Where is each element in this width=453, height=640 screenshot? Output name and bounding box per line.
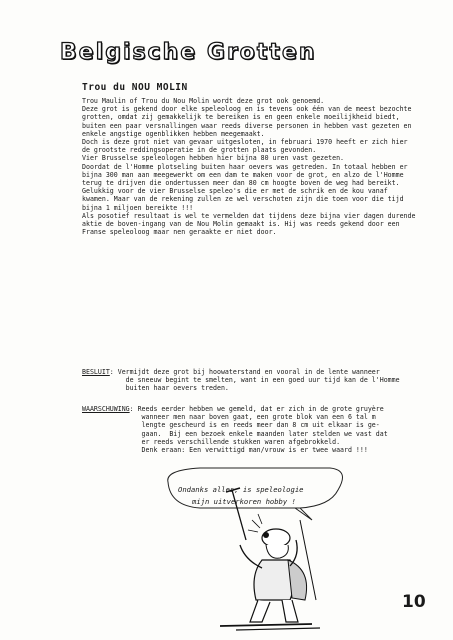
warning-text: : Reeds eerder hebben we gemeld, dat er zich in de grote gruyère wanneer men naar boven gaat, een grote blok van een 6 tal m lengte gescheurd is en reeds meer dan 8 cm uit elkaar is ge- gaan. Bij een bezoek enkele maanden later stelden we vast dat er reeds verschillende stukken waren afgebrokkeld. Denk eraan: Een verwittigd man/vrouw is er twee waard !!! xyxy=(129,405,388,455)
ski xyxy=(220,624,312,626)
conclusion-text: : Vermijdt deze grot bij hoowaterstand en vooral in de lente wanneer de sneeuw begint te smelten, want in een goed uur tijd kan de l'Homme buiten haar oevers treden. xyxy=(109,368,400,393)
paragraph: Deze grot is gekend door elke speleoloog en is tevens ook één van de meest bezochte grotten, omdat zij gemakkelijk te bereiken is en geen enkele moeilijkheid biedt, buiten een paar versnallingen waar reeds diverse personen in hebben vast gezeten en enkele angstige ogenblikken hebben meegemaakt. xyxy=(82,105,416,138)
paragraph: Doch is deze grot niet van gevaar uitgesloten, in februari 1970 heeft er zich hier de grootste reddingsoperatie in de grotten plaats gevonden. xyxy=(82,138,412,155)
helmet xyxy=(262,529,290,547)
speech-line: Ondanks alles, is speleologie xyxy=(178,485,304,494)
head xyxy=(266,545,288,558)
paragraph: Doordat de l'Homme plotseling buiten haar oevers was getreden. In totaal hebben er bijna 300 man aan meegewerkt om een dam te maken voor de grot, en alzo de l'Homme terug te drijven die ondertussen meer dan 80 cm hoogte boven de weg had bereikt. xyxy=(82,162,412,188)
paragraph: Vier Brusselse speleologen hebben hier bijna 80 uren vast gezeten. xyxy=(82,154,345,163)
speech-line: mijn uitverkoren hobby ! xyxy=(192,497,296,506)
lamp-rays xyxy=(248,514,262,532)
conclusion-label: BESLUIT xyxy=(82,368,110,376)
paragraph: Trou Maulin of Trou du Nou Molin wordt deze grot ook genoemd. xyxy=(82,97,325,105)
page-number: 10 xyxy=(402,592,426,612)
speech-bubble-text xyxy=(178,484,304,508)
warning-label: WAARSCHUWING xyxy=(82,405,130,413)
paragraph: Gelukkig voor de vier Brusselse speleo's die er met de schrik en de kou vanaf kwamen. Maar van de rekening zullen ze wel verschoten zijn die toen voor die tijd bijna 1 miljoen bereikte !!! xyxy=(82,187,408,212)
paragraph: Als posotief resultaat is wel te vermelden dat tijdens deze bijna vier dagen durende aktie de boven-ingang van de Nou Molin gemaakt is. Hij was reeds gekend door een Franse speleoloog maar nen geraakte er niet door. xyxy=(82,211,420,237)
legs xyxy=(250,600,298,622)
page-title: Belgische Grotten xyxy=(60,40,317,65)
helmet-lamp xyxy=(263,532,269,538)
section-subtitle: Trou du NOU MOLIN xyxy=(82,82,188,93)
